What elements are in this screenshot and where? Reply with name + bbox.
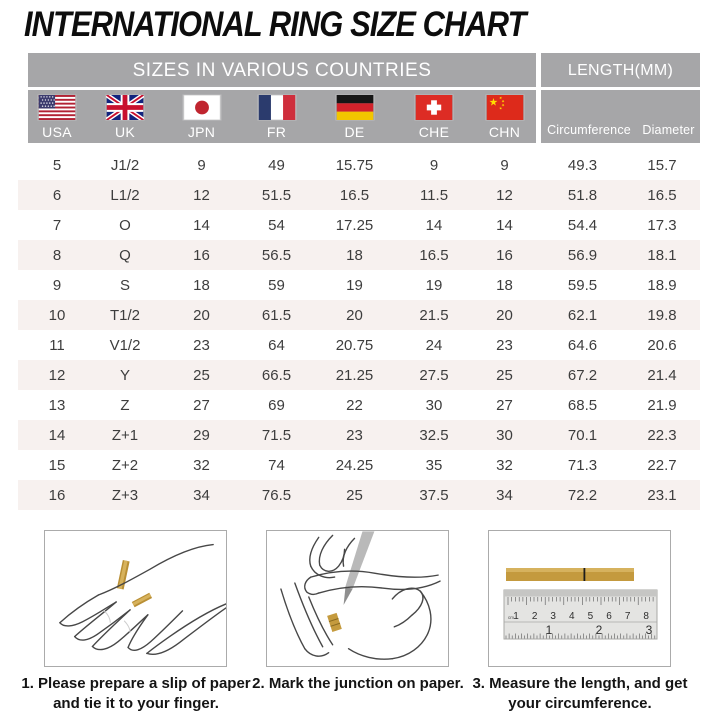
table-row: [18, 180, 700, 210]
cell-jpn: 9: [197, 156, 206, 174]
cell-diameter: 21.9: [647, 396, 677, 414]
cell-che: 24: [425, 336, 443, 354]
ruler-measure-illustration: [488, 530, 671, 667]
cell-circumference: 70.1: [567, 426, 598, 444]
cell-fr: 61.5: [261, 306, 292, 324]
cell-usa: 15: [48, 456, 66, 474]
cell-circumference: 54.4: [567, 216, 598, 234]
mark-junction-illustration: [266, 530, 449, 667]
cell-chn: 14: [496, 216, 513, 234]
cell-chn: 34: [496, 486, 513, 504]
ring-size-rows: [18, 150, 700, 510]
country-code-label: DE: [344, 124, 365, 140]
cell-circumference: 72.2: [567, 486, 598, 504]
japan-flag-icon: [183, 95, 221, 120]
cell-diameter: 17.3: [647, 216, 677, 234]
cell-de: 16.5: [339, 186, 370, 204]
cell-circumference: 49.3: [567, 156, 598, 174]
table-row: [18, 390, 700, 420]
table-column-header-row: [28, 90, 700, 143]
cell-de: 21.25: [335, 366, 374, 384]
cell-diameter: 20.6: [647, 336, 677, 354]
cell-circumference: 59.5: [567, 276, 598, 294]
cell-jpn: 34: [193, 486, 210, 504]
switzerland-flag-icon: [415, 95, 453, 120]
cell-diameter: 19.8: [647, 306, 677, 324]
uk-flag-icon: [106, 95, 144, 120]
instruction-caption: 1. Please prepare a slip of paper and tie it to your finger.: [21, 675, 251, 712]
cell-che: 16.5: [419, 246, 449, 264]
cell-usa: 5: [52, 156, 62, 174]
table-row: [18, 270, 700, 300]
page-title: INTERNATIONAL RING SIZE CHART: [24, 5, 526, 44]
country-column-chn: [473, 90, 536, 143]
cell-jpn: 16: [193, 246, 210, 264]
cell-circumference: 64.6: [567, 336, 598, 354]
svg-text:1: 1: [545, 623, 553, 637]
cell-jpn: 23: [193, 336, 210, 354]
cell-diameter: 21.4: [647, 366, 677, 384]
length-mm-header: LENGTH(MM): [541, 53, 700, 87]
cell-fr: 56.5: [261, 246, 292, 264]
cell-chn: 18: [496, 276, 513, 294]
cell-chn: 23: [496, 336, 513, 354]
cell-de: 20: [346, 306, 363, 324]
svg-text:cm: cm: [508, 615, 514, 620]
cell-fr: 64: [268, 336, 285, 354]
diameter-column-header: Diameter: [642, 123, 695, 137]
cell-de: 15.75: [335, 156, 374, 174]
table-row: [18, 330, 700, 360]
cell-de: 17.25: [335, 216, 374, 234]
cell-fr: 49: [268, 156, 285, 174]
table-row: [18, 240, 700, 270]
cell-uk: Z: [120, 396, 130, 414]
usa-flag-icon: [38, 95, 76, 120]
france-flag-icon: [258, 95, 296, 120]
cell-chn: 32: [496, 456, 513, 474]
cell-jpn: 18: [193, 276, 210, 294]
instruction-caption: 3. Measure the length, and get your circumference.: [472, 675, 688, 712]
cell-chn: 20: [496, 306, 513, 324]
cell-uk: O: [119, 216, 131, 234]
table-row: [18, 360, 700, 390]
cell-usa: 16: [48, 486, 66, 504]
cell-de: 23: [346, 426, 363, 444]
cell-diameter: 22.7: [647, 456, 677, 474]
cell-uk: S: [119, 276, 130, 294]
cell-circumference: 71.3: [567, 456, 598, 474]
cell-che: 11.5: [419, 186, 449, 204]
cell-jpn: 14: [193, 216, 210, 234]
hand-paper-strip-illustration: [44, 530, 227, 667]
cell-che: 19: [425, 276, 443, 294]
cell-circumference: 62.1: [567, 306, 598, 324]
cell-che: 32.5: [419, 426, 449, 444]
cell-de: 24.25: [335, 456, 374, 474]
china-flag-icon: [486, 95, 524, 120]
cell-jpn: 25: [193, 366, 210, 384]
svg-text:3: 3: [645, 623, 653, 637]
cell-usa: 11: [49, 336, 65, 354]
germany-flag-icon: [336, 95, 374, 120]
cell-circumference: 67.2: [567, 366, 598, 384]
cell-fr: 59: [268, 276, 285, 294]
cell-de: 25: [346, 486, 363, 504]
cell-che: 9: [429, 156, 439, 174]
country-code-label: USA: [42, 124, 72, 140]
country-code-label: CHN: [488, 124, 521, 140]
country-column-de: [314, 90, 395, 143]
instruction-item: [252, 530, 464, 714]
svg-text:2: 2: [595, 623, 603, 637]
cell-usa: 8: [52, 246, 62, 264]
country-code-label: CHE: [418, 124, 450, 140]
cell-de: 18: [346, 246, 363, 264]
table-row: [18, 150, 700, 180]
cell-uk: Z+2: [111, 456, 139, 474]
table-row: [18, 450, 700, 480]
table-row: [18, 420, 700, 450]
country-column-uk: [86, 90, 164, 143]
cell-uk: Z+1: [111, 426, 139, 444]
cell-diameter: 16.5: [647, 186, 677, 204]
circumference-column-header: Circumference: [547, 123, 631, 137]
cell-chn: 25: [496, 366, 513, 384]
cell-fr: 51.5: [261, 186, 292, 204]
measuring-instructions: [21, 530, 688, 714]
cell-jpn: 12: [193, 186, 210, 204]
length-columns-header: [541, 90, 700, 143]
cell-chn: 12: [496, 186, 513, 204]
sizes-countries-header: SIZES IN VARIOUS COUNTRIES: [28, 53, 536, 87]
cell-circumference: 56.9: [567, 246, 598, 264]
cell-chn: 9: [500, 156, 509, 174]
svg-text:2: 2: [531, 611, 538, 622]
cell-diameter: 18.9: [647, 276, 677, 294]
cell-uk: J1/2: [110, 156, 140, 174]
country-code-label: FR: [266, 124, 287, 140]
instruction-item: [21, 530, 251, 714]
cell-fr: 69: [268, 396, 285, 414]
cell-chn: 27: [496, 396, 513, 414]
table-row: [18, 210, 700, 240]
country-column-jpn: [164, 90, 239, 143]
svg-text:7: 7: [624, 611, 631, 622]
country-column-usa: [28, 90, 86, 143]
svg-text:4: 4: [569, 611, 575, 622]
cell-de: 22: [346, 396, 363, 414]
cell-che: 30: [425, 396, 443, 414]
cell-uk: Z+3: [111, 486, 139, 504]
cell-jpn: 29: [193, 426, 210, 444]
cell-usa: 10: [48, 306, 66, 324]
instruction-item: [472, 530, 688, 714]
cell-usa: 13: [48, 396, 66, 414]
cell-chn: 30: [496, 426, 513, 444]
instruction-caption: 2. Mark the junction on paper.: [252, 675, 464, 692]
cell-jpn: 32: [193, 456, 210, 474]
cell-circumference: 68.5: [567, 396, 598, 414]
cell-che: 21.5: [419, 306, 449, 324]
cell-de: 20.75: [335, 336, 374, 354]
cell-diameter: 22.3: [647, 426, 677, 444]
cell-fr: 66.5: [261, 366, 292, 384]
country-code-label: JPN: [187, 124, 216, 140]
table-row: [18, 480, 700, 510]
cell-jpn: 20: [193, 306, 210, 324]
svg-text:3: 3: [550, 611, 556, 622]
cell-diameter: 18.1: [647, 246, 677, 264]
cell-fr: 74: [268, 456, 285, 474]
cell-de: 19: [346, 276, 363, 294]
country-code-label: UK: [114, 124, 136, 140]
flag-row: [28, 90, 536, 143]
cell-che: 35: [425, 456, 443, 474]
cell-jpn: 27: [193, 396, 210, 414]
cell-fr: 76.5: [261, 486, 292, 504]
cell-diameter: 23.1: [647, 486, 677, 504]
cell-usa: 14: [48, 426, 66, 444]
cell-uk: T1/2: [109, 306, 140, 324]
cell-usa: 12: [48, 366, 66, 384]
cell-fr: 71.5: [261, 426, 292, 444]
cell-che: 37.5: [419, 486, 449, 504]
cell-uk: Q: [119, 246, 131, 264]
table-row: [18, 300, 700, 330]
cell-uk: Y: [119, 366, 130, 384]
cell-usa: 6: [52, 186, 62, 204]
svg-text:5: 5: [587, 611, 594, 622]
cell-fr: 54: [268, 216, 285, 234]
svg-text:8: 8: [643, 611, 649, 622]
cell-usa: 9: [52, 276, 62, 294]
table-group-header-row: [28, 53, 700, 87]
ring-size-table: [0, 53, 720, 143]
cell-usa: 7: [52, 216, 62, 234]
country-column-fr: [239, 90, 314, 143]
cell-circumference: 51.8: [567, 186, 598, 204]
svg-text:1: 1: [513, 611, 519, 622]
cell-uk: L1/2: [110, 186, 140, 204]
cell-diameter: 15.7: [647, 156, 677, 174]
cell-chn: 16: [496, 246, 513, 264]
cell-che: 27.5: [419, 366, 449, 384]
svg-text:6: 6: [606, 611, 612, 622]
cell-che: 14: [425, 216, 443, 234]
cell-uk: V1/2: [109, 336, 141, 354]
country-column-che: [395, 90, 473, 143]
